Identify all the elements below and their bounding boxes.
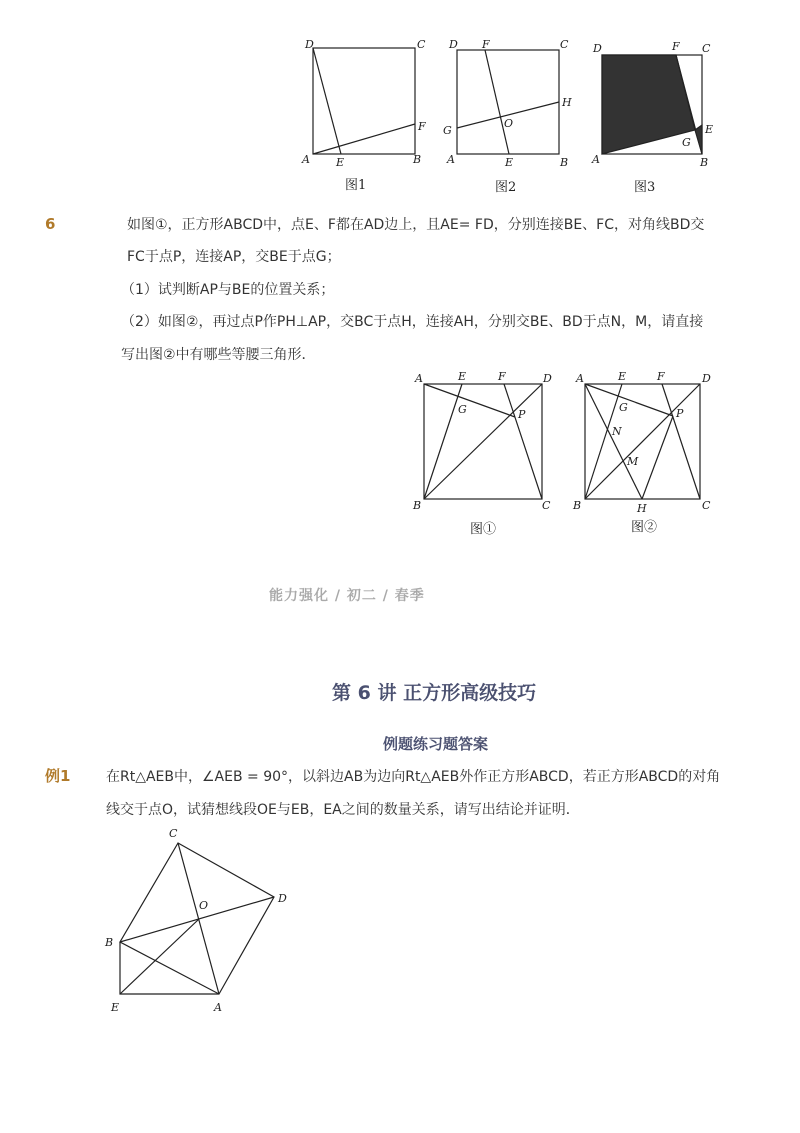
figure-1-caption: 图1	[345, 178, 367, 193]
problem-text-line-2: FC于点P，连接AP，交BE于点G；	[127, 249, 341, 265]
label-E: E	[336, 156, 345, 169]
label-A: A	[302, 153, 310, 166]
example1-figure	[100, 822, 300, 1022]
label-F: F	[672, 40, 680, 53]
page-footer: 能力强化 / 初二 / 春季	[269, 588, 425, 604]
label-A: A	[415, 372, 423, 385]
figure-3	[591, 40, 713, 169]
label-P: P	[676, 407, 684, 420]
label-C: C	[702, 499, 711, 512]
label-A: A	[592, 153, 600, 166]
label-B: B	[700, 156, 709, 169]
label-B: B	[573, 499, 582, 512]
label-O: O	[199, 899, 209, 912]
figure-1	[301, 38, 426, 169]
label-G: G	[619, 401, 628, 414]
figure-2	[443, 38, 572, 169]
problem-text-line-1: 如图①，正方形ABCD中，点E、F都在AD边上，且AE= FD，分别连接BE、FC，对角线BD交	[127, 217, 705, 233]
label-D: D	[278, 892, 287, 905]
label-E: E	[111, 1001, 120, 1014]
label-M: M	[627, 455, 639, 468]
label-D: D	[449, 38, 458, 51]
figure-3-caption: 图3	[634, 180, 656, 195]
label-C: C	[560, 38, 569, 51]
label-N: N	[612, 425, 622, 438]
problem6-figure-2	[572, 370, 711, 515]
example-text-line-2: 线交于点O，试猜想线段OE与EB，EA之间的数量关系，请写出结论并证明．	[106, 802, 580, 818]
problem6-figure-1	[412, 370, 552, 512]
label-H: H	[562, 96, 572, 109]
label-D: D	[543, 372, 552, 385]
label-B: B	[413, 153, 422, 166]
label-D: D	[702, 372, 711, 385]
problem-text-line-3: （1）试判断AP与BE的位置关系；	[121, 282, 335, 298]
label-A: A	[576, 372, 584, 385]
section-title: 例题练习题答案	[383, 735, 489, 753]
label-B: B	[413, 499, 422, 512]
label-E: E	[458, 370, 467, 383]
label-C: C	[169, 827, 178, 840]
label-F: F	[498, 370, 506, 383]
problem6-figure-1-caption: 图①	[470, 522, 497, 537]
label-F: F	[482, 38, 490, 51]
problem-number: 6	[45, 215, 56, 233]
label-P: P	[518, 408, 526, 421]
chapter-title: 第 6 讲 正方形高级技巧	[332, 682, 537, 704]
problem-text-line-5: 写出图②中有哪些等腰三角形．	[121, 347, 316, 363]
label-A: A	[214, 1001, 222, 1014]
label-G: G	[458, 403, 467, 416]
example-text-line-1: 在Rt△AEB中，∠AEB = 90°，以斜边AB为边向Rt△AEB外作正方形ABCD，若正方形ABCD的对角	[106, 769, 721, 785]
top-figures	[296, 36, 716, 196]
label-E: E	[505, 156, 514, 169]
problem6-figures	[405, 365, 725, 515]
label-O: O	[504, 117, 514, 130]
label-C: C	[702, 42, 711, 55]
label-A: A	[447, 153, 455, 166]
label-E: E	[618, 370, 627, 383]
figure-2-caption: 图2	[495, 180, 517, 195]
label-C: C	[417, 38, 426, 51]
problem-text-line-4: （2）如图②，再过点P作PH⊥AP，交BC于点H，连接AH，分别交BE、BD于点N，M，请直接	[121, 314, 704, 330]
label-F: F	[657, 370, 665, 383]
label-C: C	[542, 499, 551, 512]
label-D: D	[305, 38, 314, 51]
example-number: 例1	[45, 767, 71, 785]
problem6-figure-2-caption: 图②	[631, 520, 658, 535]
label-B: B	[105, 936, 114, 949]
label-B: B	[560, 156, 569, 169]
label-G: G	[443, 124, 452, 137]
label-H: H	[637, 502, 647, 515]
label-D: D	[593, 42, 602, 55]
label-E: E	[705, 123, 714, 136]
label-G: G	[682, 136, 691, 149]
label-F: F	[418, 120, 426, 133]
